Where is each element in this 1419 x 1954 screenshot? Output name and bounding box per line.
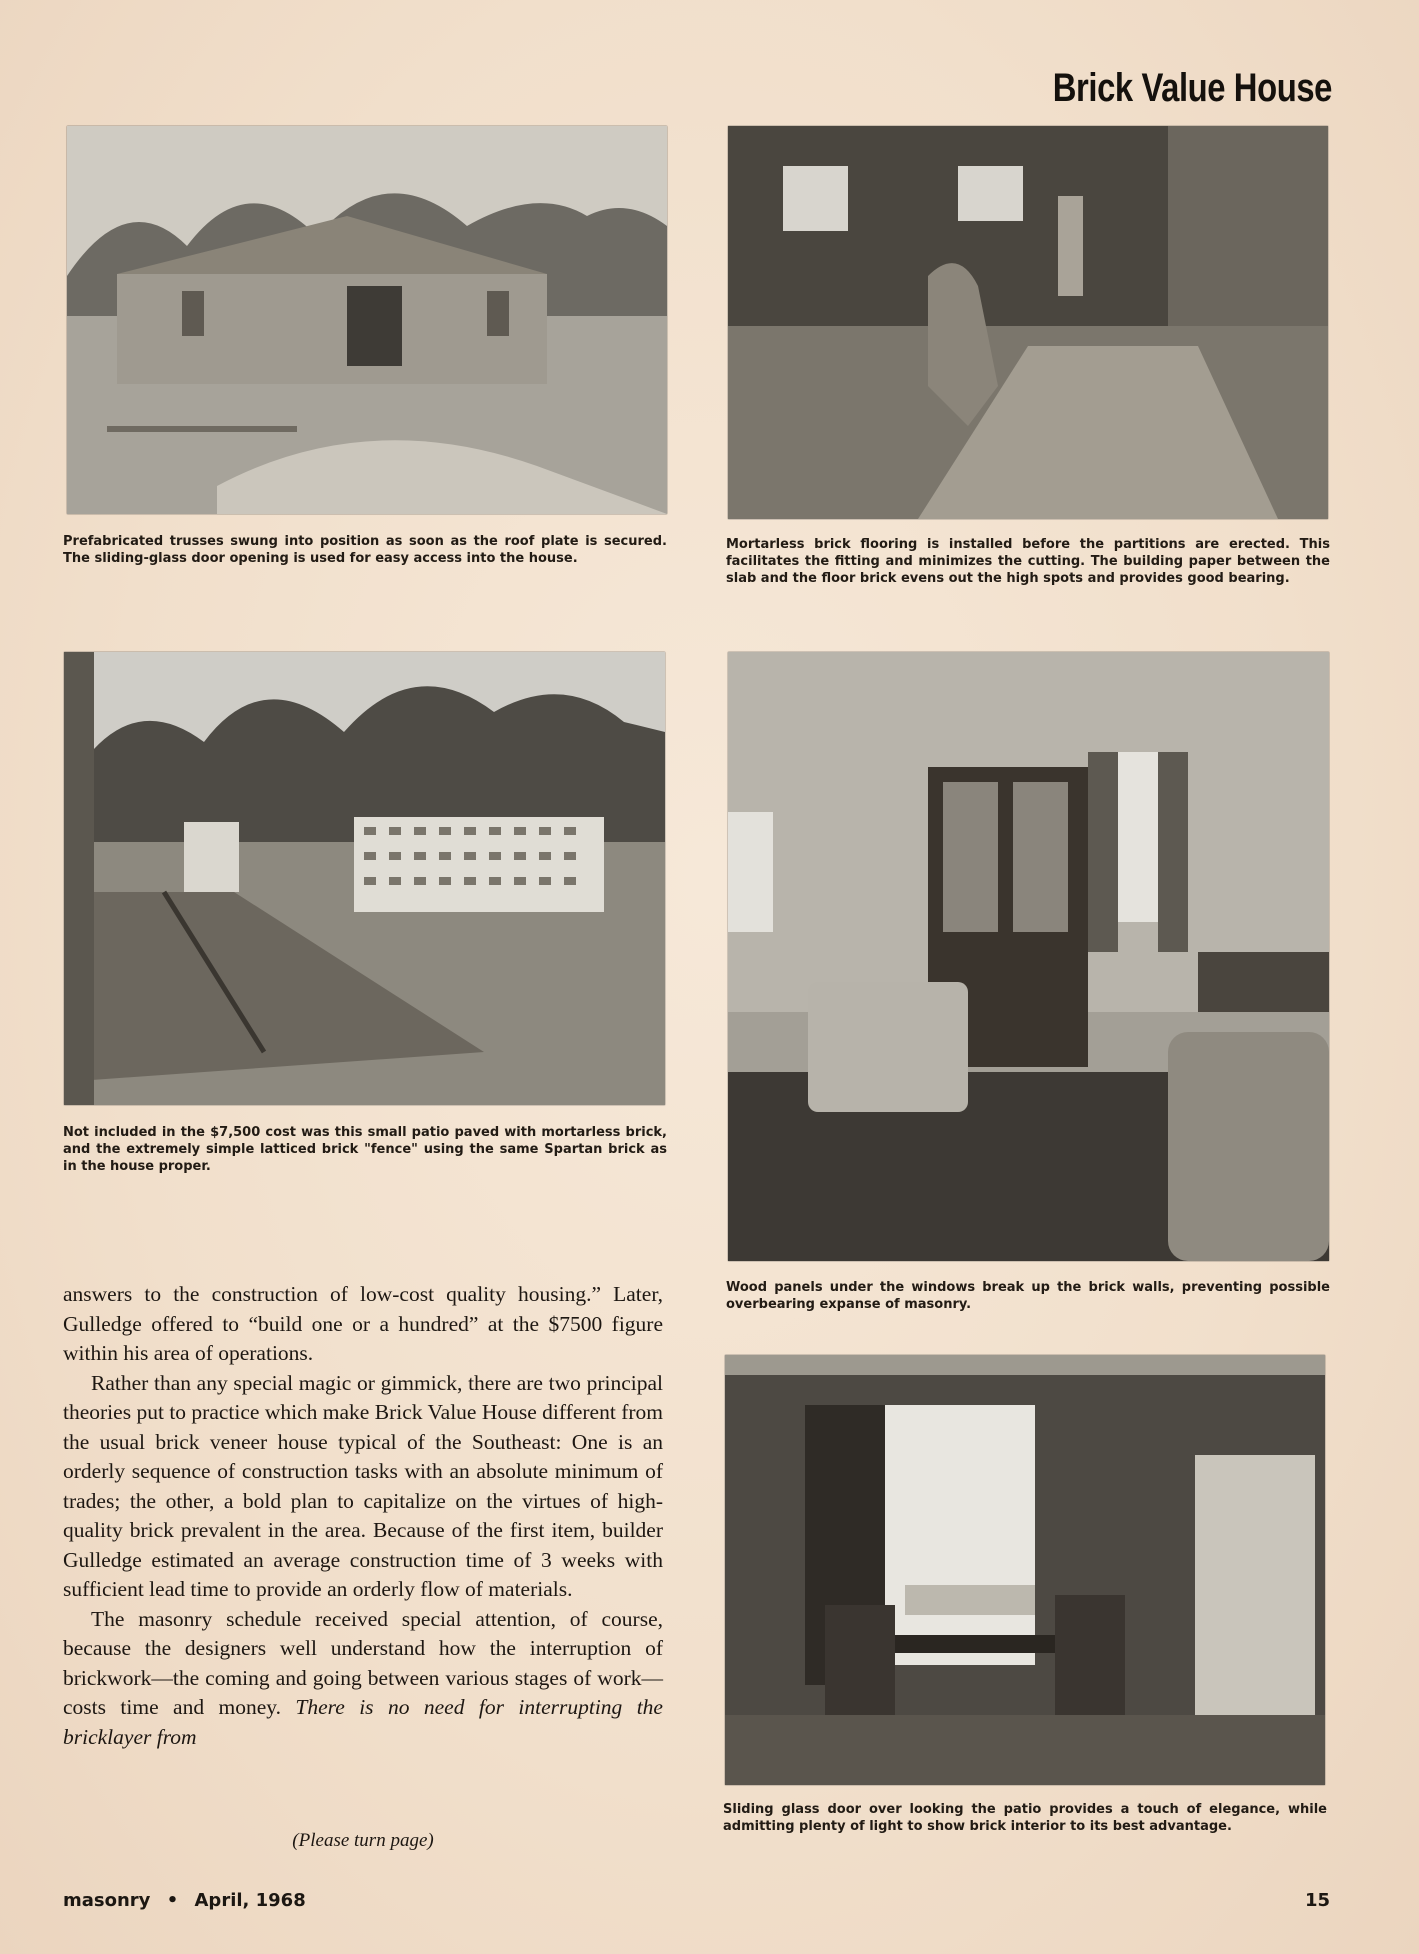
- photo-patio: [64, 652, 665, 1105]
- photo-roof-trusses: [67, 126, 667, 514]
- photo-living-room: [728, 652, 1329, 1261]
- article-body: [63, 1280, 663, 1752]
- article-paragraph-3-text: The masonry schedule received special attention, of course, because the designers well understand how the interruption of brickwork—the coming and going between various stages of work—costs time and money.: [63, 1606, 663, 1719]
- footer-publication-line: [63, 1890, 306, 1911]
- photo-caption-4: Wood panels under the windows break up the brick walls, preventing possible overbearing expanse of masonry.: [726, 1280, 1330, 1312]
- photo-brick-flooring: [728, 126, 1328, 519]
- photo-dining-area: [725, 1355, 1325, 1785]
- photo-caption-2: Mortarless brick flooring is installed before the partitions are erected. This facilitates the fitting and minimizes the cutting. The building paper between the slab and the floor brick evens out the high spots and provides good bearing.: [726, 537, 1330, 586]
- turn-page-note: (Please turn page): [292, 1830, 434, 1851]
- article-paragraph-3: [63, 1605, 663, 1753]
- page-title: Brick Value House: [1052, 66, 1332, 110]
- photo-caption-3: Not included in the $7,500 cost was this small patio paved with mortarless brick, and the extremely simple latticed brick "fence" using the same Spartan brick as in the house proper.: [63, 1125, 667, 1174]
- footer-date: April, 1968: [194, 1890, 306, 1911]
- photo-caption-1: Prefabricated trusses swung into position as soon as the roof plate is secured. The sliding-glass door opening is used for easy access into the house.: [63, 534, 667, 566]
- article-paragraph-1: answers to the construction of low-cost quality housing.” Later, Gulledge offered to “build one or a hundred” at the $7500 figure within his area of operations.: [63, 1282, 663, 1365]
- page-number: 15: [1304, 1890, 1330, 1911]
- article-paragraph-2: Rather than any special magic or gimmick, there are two principal theories put to practice which make Brick Value House different from the usual brick veneer house typical of the Southeast: One is an orderly sequence of construction tasks with an absolute minimum of trades; the other, a bold plan to capitalize on the virtues of high-quality brick prevalent in the area. Because of the first item, builder Gulledge estimated an average construction time of 3 weeks with sufficient lead time to provide an orderly flow of materials.: [63, 1370, 663, 1601]
- photo-caption-5: Sliding glass door over looking the patio provides a touch of elegance, while admitting plenty of light to show brick interior to its best advantage.: [723, 1802, 1327, 1834]
- footer-publication: masonry: [63, 1890, 151, 1911]
- footer-bullet: •: [166, 1890, 179, 1911]
- article-paragraph-3-italic: There is no need for interrupting the bricklayer from: [63, 1695, 663, 1749]
